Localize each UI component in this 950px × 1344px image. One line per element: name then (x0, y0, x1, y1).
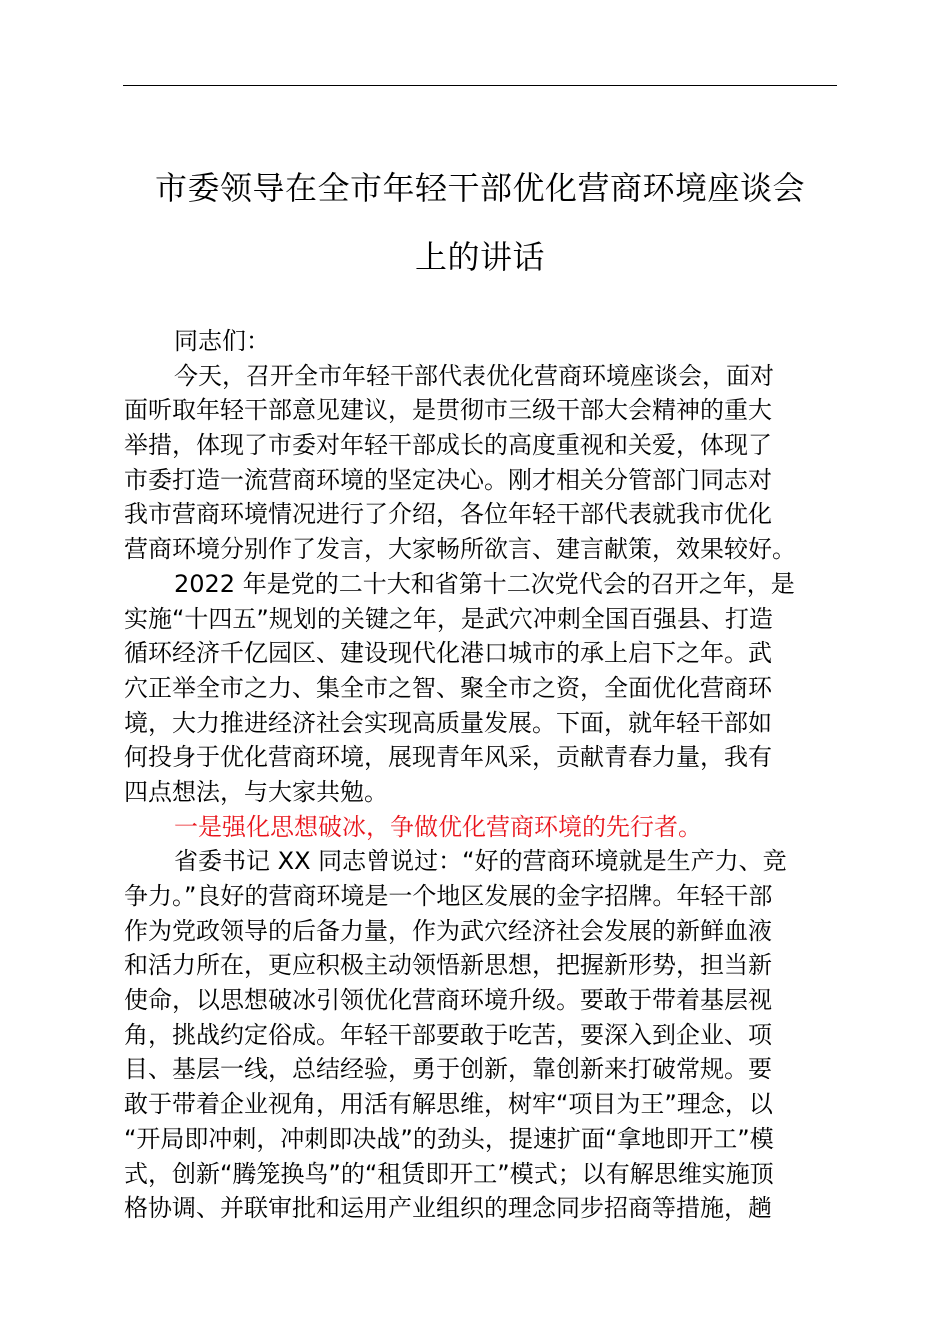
section-heading: 一是强化思想破冰，争做优化营商环境的先行者。 (174, 812, 702, 841)
text-line: 今天，召开全市年轻干部代表优化营商环境座谈会，面对 (174, 361, 774, 390)
text-line: 面听取年轻干部意见建议，是贯彻市三级干部大会精神的重大 (124, 396, 772, 425)
text-line: 四点想法，与大家共勉。 (124, 777, 388, 806)
document-title-line-2: 上的讲话 (414, 238, 545, 276)
text-line: 循环经济千亿园区、建设现代化港口城市的承上启下之年。武 (124, 639, 772, 668)
text-line: 和活力所在，更应积极主动领悟新思想，把握新形势，担当新 (124, 951, 772, 980)
text-line: 角，挑战约定俗成。年轻干部要敢于吃苦，要深入到企业、项 (124, 1020, 772, 1049)
text-line: 2022 年是党的二十大和省第十二次党代会的召开之年，是 (174, 569, 795, 598)
document-body (124, 324, 840, 1226)
text-line: 格协调、并联审批和运用产业组织的理念同步招商等措施，趟 (124, 1194, 772, 1223)
text-line: 穴正举全市之力、集全市之智、聚全市之资，全面优化营商环 (124, 673, 772, 702)
text-line: 争力。”良好的营商环境是一个地区发展的金字招牌。年轻干部 (124, 882, 773, 910)
text-line: 目、基层一线，总结经验，勇于创新，靠创新来打破常规。要 (124, 1055, 772, 1084)
text-line: 敢于带着企业视角，用活有解思维，树牢“项目为王”理念，以 (124, 1090, 773, 1119)
text-line: “开局即冲刺，冲刺即决战”的劲头，提速扩面“拿地即开工”模 (124, 1124, 774, 1153)
text-line: 营商环境分别作了发言，大家畅所欲言、建言献策，效果较好。 (124, 535, 796, 564)
text-line: 式，创新“腾笼换鸟”的“租赁即开工”模式；以有解思维实施顶 (124, 1159, 774, 1188)
text-line: 境，大力推进经济社会实现高质量发展。下面，就年轻干部如 (124, 708, 772, 737)
text-line: 省委书记 XX 同志曾说过：“好的营商环境就是生产力、竞 (174, 847, 787, 876)
document-title-line-1: 市委领导在全市年轻干部优化营商环境座谈会 (154, 169, 805, 207)
text-line: 我市营商环境情况进行了介绍，各位年轻干部代表就我市优化 (124, 500, 772, 529)
text-line: 使命，以思想破冰引领优化营商环境升级。要敢于带着基层视 (124, 986, 772, 1015)
text-line: 同志们： (174, 327, 270, 355)
text-line: 何投身于优化营商环境，展现青年风采，贡献青春力量，我有 (124, 743, 772, 772)
text-line: 举措，体现了市委对年轻干部成长的高度重视和关爱，体现了 (124, 431, 772, 460)
text-line: 市委打造一流营商环境的坚定决心。刚才相关分管部门同志对 (124, 465, 772, 494)
text-line: 作为党政领导的后备力量，作为武穴经济社会发展的新鲜血液 (124, 916, 772, 945)
text-line: 实施“十四五”规划的关键之年，是武穴冲刺全国百强县、打造 (124, 604, 773, 633)
header-rule (123, 85, 837, 86)
